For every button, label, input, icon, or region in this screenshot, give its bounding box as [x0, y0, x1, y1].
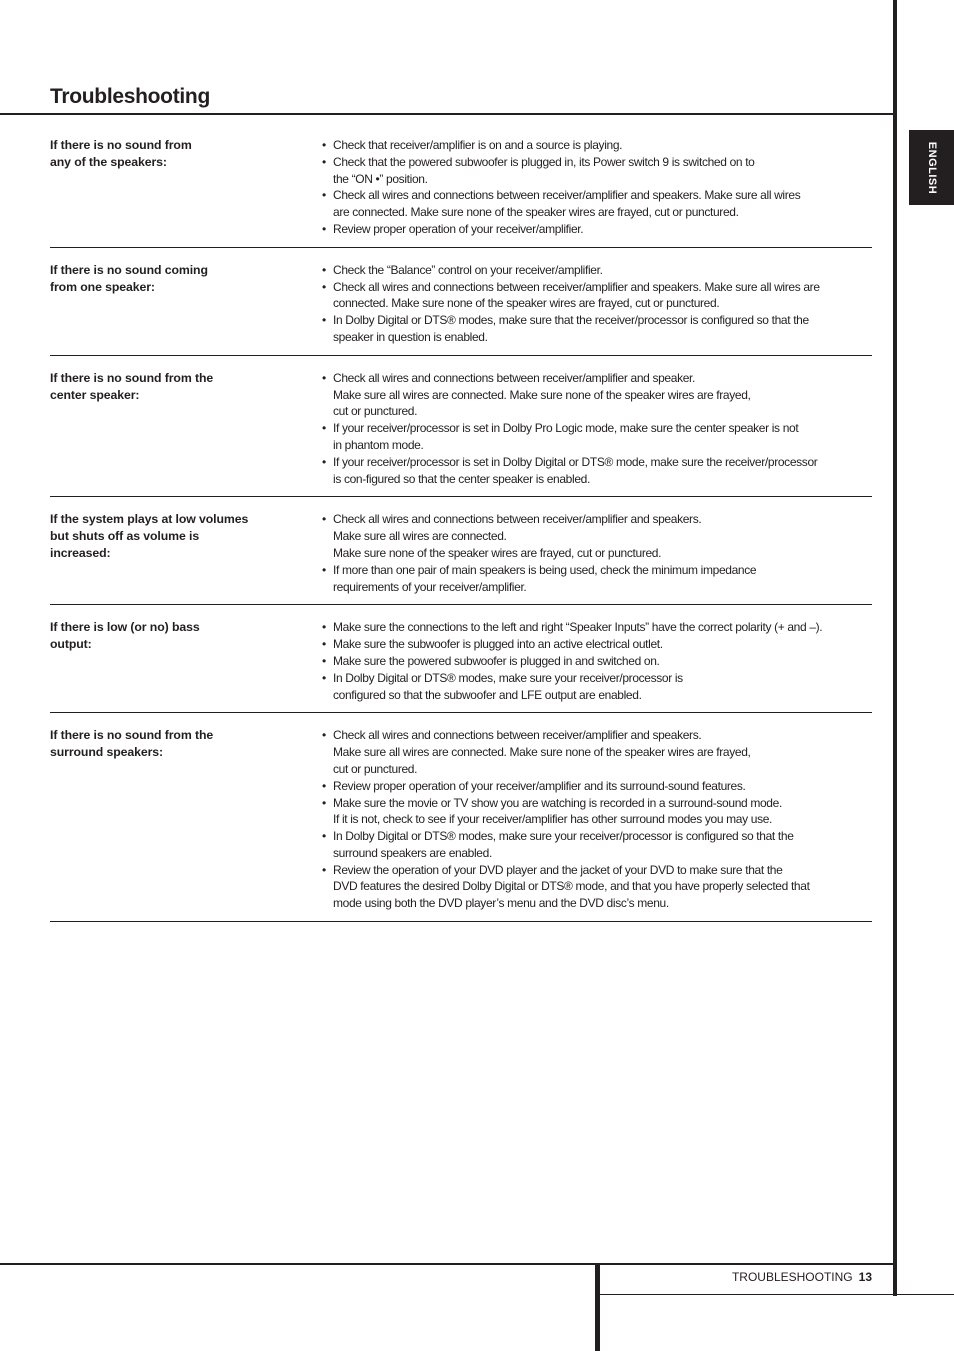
troubleshooting-row: [50, 617, 872, 713]
footer-rule: [0, 1263, 897, 1265]
problem-heading: If the system plays at low volumes but shuts off as volume is increased:: [50, 512, 249, 561]
solution-item: • Make sure the connections to the left and right “Speaker Inputs” have the correct polarity (+ and –).: [322, 619, 872, 636]
troubleshooting-row: [50, 725, 872, 922]
solution-item: • In Dolby Digital or DTS® modes, make sure your receiver/processor is configured so that the surround speakers are enabled.: [322, 828, 872, 862]
solution-item: • Check that receiver/amplifier is on and a source is playing.: [322, 137, 872, 154]
troubleshooting-row: [50, 368, 872, 498]
solution-item: • Check all wires and connections between receiver/amplifier and speakers. Make sure all wires are connected. Make sure none of the speaker wires are frayed, cut or punctured.: [322, 187, 872, 221]
troubleshooting-row: [50, 135, 872, 248]
solution-item: • Review proper operation of your receiver/amplifier and its surround-sound features.: [322, 778, 872, 795]
language-tab-label: ENGLISH: [925, 141, 938, 194]
solution-list: [322, 619, 872, 703]
problem-heading: If there is low (or no) bass output:: [50, 620, 200, 652]
footer-underline: [600, 1294, 954, 1295]
solution-item: • In Dolby Digital or DTS® modes, make sure your receiver/processor is configured so that the subwoofer and LFE output are enabled.: [322, 670, 872, 704]
troubleshooting-row: [50, 260, 872, 356]
solution-list: [322, 137, 872, 238]
solution-list: [322, 262, 872, 346]
solution-list: [322, 511, 872, 595]
solution-list: [322, 727, 872, 912]
solution-item: • Make sure the powered subwoofer is plugged in and switched on.: [322, 653, 872, 670]
troubleshooting-row: [50, 509, 872, 605]
solution-item: • Check all wires and connections between receiver/amplifier and speakers. Make sure all wires are connected. Make sure none of the speaker wires are frayed, cut or punctured.: [322, 727, 872, 777]
troubleshooting-table: [50, 135, 872, 934]
solution-item: • If your receiver/processor is set in Dolby Pro Logic mode, make sure the center speaker is not in phantom mode.: [322, 420, 872, 454]
solution-item: • If your receiver/processor is set in Dolby Digital or DTS® mode, make sure the receiver/processor is con-figured so that the center speaker is enabled.: [322, 454, 872, 488]
problem-heading: If there is no sound from the surround speakers:: [50, 728, 214, 760]
solution-item: • Check all wires and connections between receiver/amplifier and speakers. Make sure all wires are connected. Make sure none of the speaker wires are frayed, cut or punctured.: [322, 511, 872, 561]
page-footer: [600, 1269, 872, 1285]
solution-item: • Review the operation of your DVD player and the jacket of your DVD to make sure that the DVD features the desired Dolby Digital or DTS® mode, and that you have properly selected that mode using both the DVD player’s menu and the DVD disc’s menu.: [322, 862, 872, 912]
language-tab: [909, 130, 954, 205]
solution-item: • Check that the powered subwoofer is plugged in, its Power switch 9 is switched on to the “ON •” position.: [322, 154, 872, 188]
page-number: 13: [858, 1270, 872, 1284]
page-title: Troubleshooting: [50, 85, 210, 108]
solution-item: • Review proper operation of your receiver/amplifier.: [322, 221, 872, 238]
solution-item: • Make sure the movie or TV show you are watching is recorded in a surround-sound mode. If it is not, check to see if your receiver/amplifier has other surround modes you may use.: [322, 795, 872, 829]
footer-section-name: TROUBLESHOOTING: [731, 1270, 853, 1284]
solution-item: • Check the “Balance” control on your receiver/amplifier.: [322, 262, 872, 279]
solution-item: • Check all wires and connections between receiver/amplifier and speakers. Make sure all wires are connected. Make sure none of the speaker wires are frayed, cut or punctured.: [322, 279, 872, 313]
problem-heading: If there is no sound from the center speaker:: [50, 370, 214, 402]
problem-heading: If there is no sound coming from one speaker:: [50, 262, 208, 294]
solution-item: • Check all wires and connections between receiver/amplifier and speaker. Make sure all wires are connected. Make sure none of the speaker wires are frayed, cut or punctured.: [322, 370, 872, 420]
title-rule: [0, 113, 893, 115]
right-margin-bar: [893, 0, 897, 1296]
solution-item: • If more than one pair of main speakers is being used, check the minimum impedance requirements of your receiver/amplifier.: [322, 562, 872, 596]
solution-item: • In Dolby Digital or DTS® modes, make sure that the receiver/processor is configured so that the speaker in question is enabled.: [322, 312, 872, 346]
solution-item: • Make sure the subwoofer is plugged into an active electrical outlet.: [322, 636, 872, 653]
problem-heading: If there is no sound from any of the speakers:: [50, 138, 192, 169]
solution-list: [322, 370, 872, 488]
